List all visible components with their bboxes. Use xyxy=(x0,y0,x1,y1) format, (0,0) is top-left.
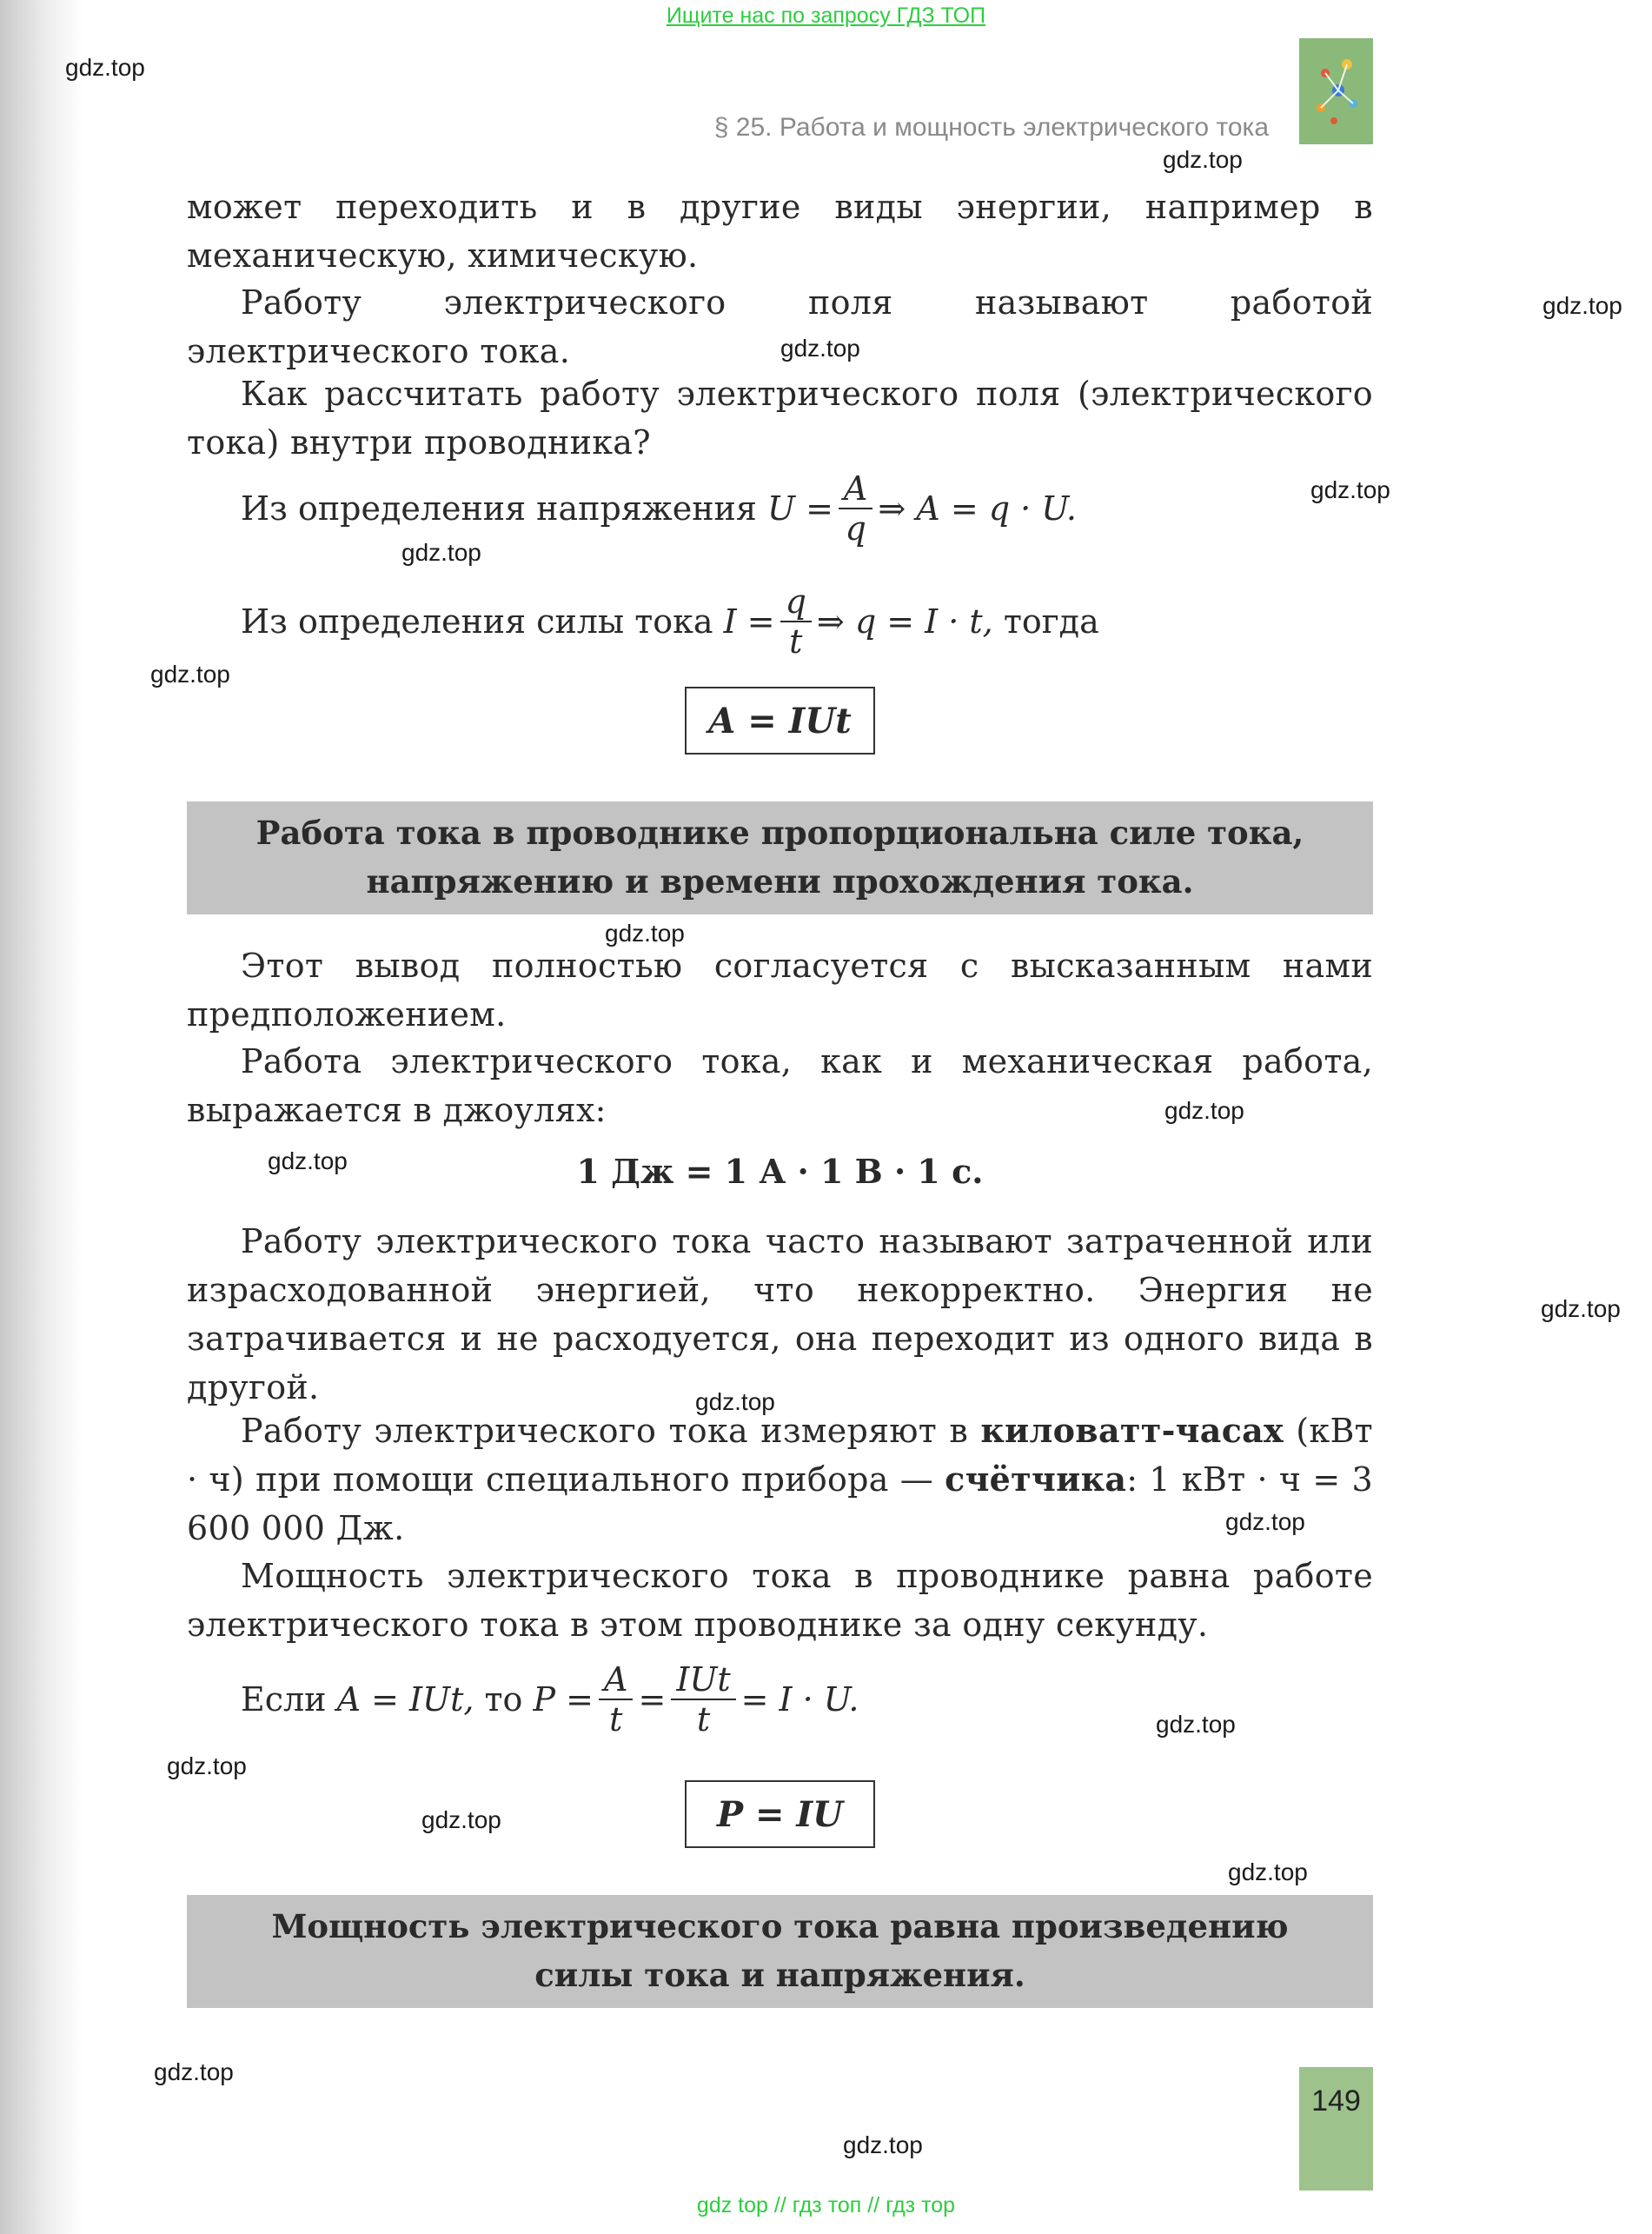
meter-term: счётчика xyxy=(945,1459,1127,1499)
current-formula xyxy=(241,582,1099,661)
joule-definition: 1 Дж = 1 А · 1 В · 1 с. xyxy=(576,1152,984,1191)
power-equals: = xyxy=(638,1680,667,1719)
paragraph-energy: Работу электрического тока часто называют затраченной или израсходованной энергией, что некорректно. Энергия не затрачивается и не расходуется, она переходит из одного вида в другой. xyxy=(187,1222,1373,1406)
kwh-term: киловатт-часах xyxy=(980,1411,1284,1450)
paragraph-1: может переходить и в другие виды энергии, например в механическую, химическую. xyxy=(187,188,1373,275)
power-formula xyxy=(241,1660,859,1739)
watermark: gdz.top xyxy=(1543,292,1622,319)
power-fraction-1 xyxy=(599,1660,633,1739)
power-numerator-2: IUt xyxy=(671,1660,735,1700)
watermark: gdz.top xyxy=(695,1388,775,1415)
highlight-1-line-1: Работа тока в проводнике пропорциональна силе тока, xyxy=(255,814,1304,852)
watermark: gdz.top xyxy=(1228,1858,1308,1885)
voltage-formula xyxy=(241,469,1077,548)
kwh-text-a: Работу электрического тока измеряют в xyxy=(241,1412,969,1450)
paragraph-3: Как рассчитать работу электрического поля (электрического тока) внутри проводника? xyxy=(187,375,1373,462)
voltage-rhs: ⇒ A = q · U. xyxy=(878,489,1077,528)
watermark: gdz.top xyxy=(401,539,481,566)
highlight-2-line-1: Мощность электрического тока равна произведению xyxy=(271,1907,1289,1945)
power-lhs: P = xyxy=(533,1680,594,1719)
watermark: gdz.top xyxy=(421,1806,501,1833)
current-denominator: t xyxy=(789,622,803,661)
voltage-intro: Из определения напряжения xyxy=(241,489,757,528)
work-formula: A = IUt xyxy=(708,700,852,741)
current-tail: тогда xyxy=(1003,602,1099,641)
section-header: § 25. Работа и мощность электрического тока xyxy=(713,113,1269,142)
voltage-denominator: q xyxy=(845,509,866,548)
watermark: gdz.top xyxy=(154,2058,234,2085)
power-box-formula: P = IU xyxy=(716,1793,844,1835)
watermark: gdz.top xyxy=(1156,1711,1236,1738)
paragraph-conclusion: Этот вывод полностью согласуется с высказанным нами предположением. xyxy=(187,947,1373,1034)
kwh-text-c: : 1 кВт · ч = 3 600 000 Дж. xyxy=(187,1460,1373,1547)
watermark: gdz.top xyxy=(1310,476,1390,503)
paragraph-kwh xyxy=(187,1406,1373,1552)
voltage-lhs: U = xyxy=(766,489,833,528)
power-intro: Если xyxy=(241,1680,327,1719)
highlight-2-line-2: силы тока и напряжения. xyxy=(534,1956,1025,1994)
watermark: gdz.top xyxy=(780,335,860,362)
kwh-text-b: (кВт · ч) при помощи специального прибора — xyxy=(187,1412,1374,1499)
power-denominator-1: t xyxy=(609,1700,623,1739)
chapter-tab-icon xyxy=(1299,38,1373,144)
watermark: gdz.top xyxy=(1163,146,1243,173)
voltage-numerator: A xyxy=(839,469,872,509)
bottom-banner-link[interactable]: gdz top // гдз топ // гдз тор xyxy=(696,2193,956,2217)
watermark: gdz.top xyxy=(167,1752,247,1779)
top-banner-link[interactable]: Ищите нас по запросу ГДЗ ТОП xyxy=(666,3,986,28)
watermark: gdz.top xyxy=(268,1147,348,1174)
watermark: gdz.top xyxy=(1225,1508,1305,1535)
page-edge-shadow xyxy=(0,0,83,2234)
power-rhs: = I · U. xyxy=(740,1680,859,1719)
power-denominator-2: t xyxy=(696,1700,711,1739)
watermark: gdz.top xyxy=(843,2131,923,2158)
paragraph-2: Работу электрического поля называют работой электрического тока. xyxy=(187,283,1373,370)
current-rhs: ⇒ q = I · t, xyxy=(816,602,993,641)
highlight-work-proportional xyxy=(187,801,1373,914)
power-to: то xyxy=(484,1680,523,1719)
power-formula-box xyxy=(685,1780,875,1848)
paragraph-joules: Работа электрического тока, как и механическая работа, выражается в джоулях: xyxy=(187,1042,1373,1129)
work-formula-box xyxy=(685,687,875,755)
paragraph-power-definition: Мощность электрического тока в проводнике равна работе электрического тока в этом проводнике за одну секунду. xyxy=(187,1557,1373,1644)
highlight-1-line-2: напряжению и времени прохождения тока. xyxy=(366,862,1194,901)
power-numerator-1: A xyxy=(599,1660,633,1700)
voltage-fraction xyxy=(839,469,872,548)
watermark: gdz.top xyxy=(150,661,230,688)
power-fraction-2 xyxy=(671,1660,735,1739)
watermark: gdz.top xyxy=(1164,1097,1244,1124)
highlight-power-product xyxy=(187,1895,1373,2008)
current-fraction xyxy=(780,582,812,661)
watermark: gdz.top xyxy=(1541,1295,1621,1322)
current-intro: Из определения силы тока xyxy=(241,602,713,641)
watermark: gdz.top xyxy=(65,54,145,81)
current-numerator: q xyxy=(780,582,812,622)
current-lhs: I = xyxy=(723,602,775,641)
power-condition: A = IUt, xyxy=(336,1680,474,1719)
watermark: gdz.top xyxy=(605,920,685,947)
page-number: 149 xyxy=(1311,2084,1361,2118)
